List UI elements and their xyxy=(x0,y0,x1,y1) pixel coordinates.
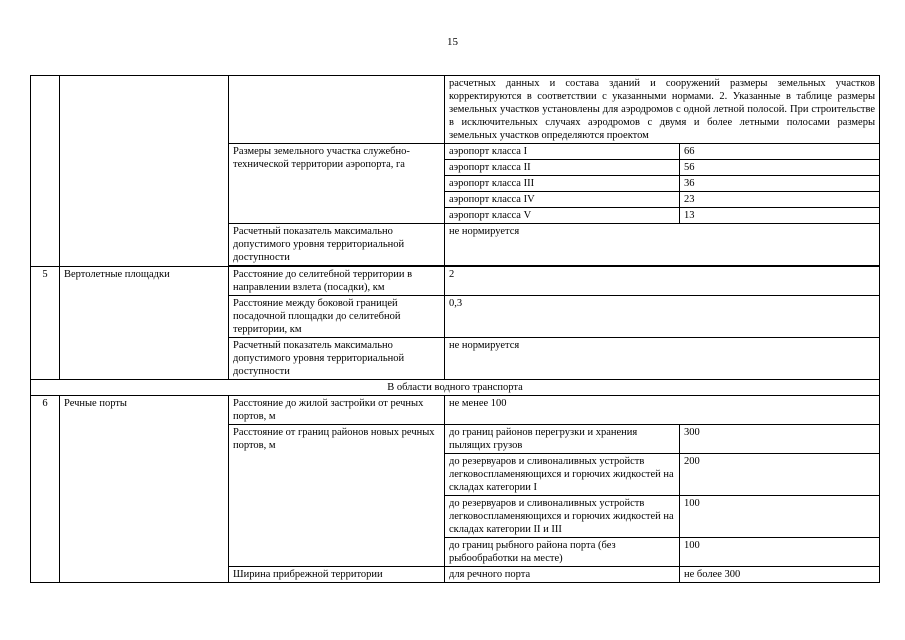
section-header: В области водного транспорта xyxy=(31,380,880,396)
shore-item: для речного порта xyxy=(445,567,680,583)
param-label: Расстояние до жилой застройки от речных портов, м xyxy=(229,396,445,425)
shore-value: не более 300 xyxy=(680,567,880,583)
airport-class: аэропорт класса II xyxy=(445,160,680,176)
param-label: Расстояние до селитебной территории в направлении взлета (посадки), км xyxy=(229,267,445,296)
airport-class-value: 36 xyxy=(680,176,880,192)
airport-class-value: 23 xyxy=(680,192,880,208)
district-item: до резервуаров и сливоналивных устройств легковоспламеняющихся и горючих жидкостей на складах категории II и III xyxy=(445,496,680,538)
district-item: до границ рыбного района порта (без рыбообработки на месте) xyxy=(445,538,680,567)
object-name: Речные порты xyxy=(60,396,229,583)
airport-class-value: 66 xyxy=(680,144,880,160)
accessibility-value: не нормируется xyxy=(445,224,880,266)
district-item: до резервуаров и сливоналивных устройств легковоспламеняющихся и горючих жидкостей на складах категории I xyxy=(445,454,680,496)
object-name: Вертолетные площадки xyxy=(60,267,229,380)
param-label: Расстояние между боковой границей посадочной площадки до селитебной территории, км xyxy=(229,296,445,338)
district-value: 100 xyxy=(680,496,880,538)
row-number: 5 xyxy=(31,267,60,380)
district-value: 200 xyxy=(680,454,880,496)
param-label: Ширина прибрежной территории xyxy=(229,567,445,583)
airport-class-value: 56 xyxy=(680,160,880,176)
district-value: 100 xyxy=(680,538,880,567)
airport-notes: расчетных данных и состава зданий и сооружений размеры земельных участков корректируются в соответствии с указанными нормами. 2. Указанные в таблице размеры земельных участков установлены для аэродромов с одной летной полосой. При строительстве в исключительных случаях аэродромов с двумя и более летными полосами размеры земельных участков определяются проектом xyxy=(445,76,880,144)
accessibility-label: Расчетный показатель максимально допустимого уровня территориальной доступности xyxy=(229,224,445,266)
plot-size-label: Размеры земельного участка служебно-технической территории аэропорта, га xyxy=(229,144,445,224)
param-value: 2 xyxy=(445,267,880,296)
param-label: Расстояние от границ районов новых речных портов, м xyxy=(229,425,445,567)
param-value: 0,3 xyxy=(445,296,880,338)
table-row xyxy=(31,396,880,425)
param-label: Расчетный показатель максимально допустимого уровня территориальной доступности xyxy=(229,338,445,380)
param-value: не нормируется xyxy=(445,338,880,380)
district-value: 300 xyxy=(680,425,880,454)
airport-class: аэропорт класса III xyxy=(445,176,680,192)
table-row xyxy=(31,76,880,144)
airport-class: аэропорт класса IV xyxy=(445,192,680,208)
page-number: 15 xyxy=(447,36,458,48)
airport-class-value: 13 xyxy=(680,208,880,224)
section-header-row xyxy=(31,380,880,396)
district-item: до границ районов перегрузки и хранения пылящих грузов xyxy=(445,425,680,454)
param-value: не менее 100 xyxy=(445,396,880,425)
norms-table xyxy=(30,75,880,583)
airport-class: аэропорт класса V xyxy=(445,208,680,224)
table-row xyxy=(31,267,880,296)
row-number: 6 xyxy=(31,396,60,583)
airport-class: аэропорт класса I xyxy=(445,144,680,160)
